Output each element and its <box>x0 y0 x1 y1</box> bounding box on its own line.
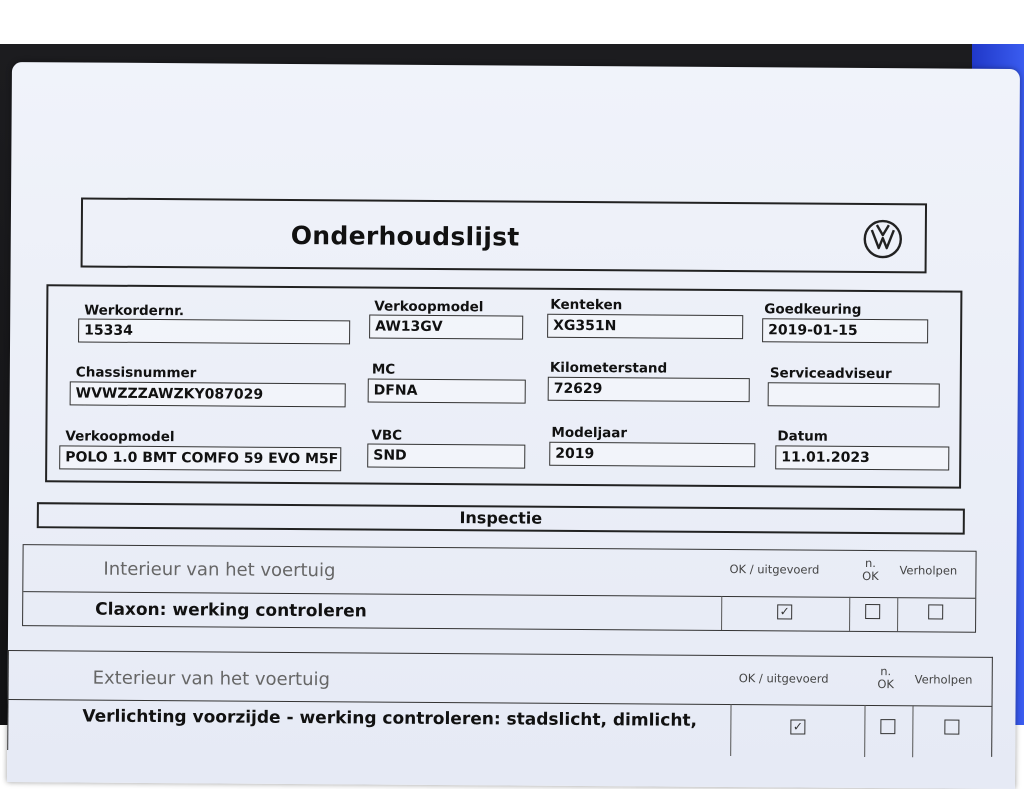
ok-checkbox[interactable]: ✓ <box>777 604 792 619</box>
mc-label: MC <box>371 361 396 378</box>
column-divider <box>730 704 731 756</box>
column-ok-header: OK / uitgevoerd <box>729 562 820 577</box>
kilometerstand-field: 72629 <box>548 377 750 402</box>
title-box <box>81 197 927 273</box>
inspectie-header: Inspectie <box>37 502 965 534</box>
werkordernr-label: Werkordernr. <box>84 302 185 320</box>
document-page <box>7 62 1020 789</box>
goedkeuring-label: Goedkeuring <box>764 301 862 318</box>
vbc-label: VBC <box>371 427 403 444</box>
column-divider <box>864 705 865 757</box>
verkoopmodel-naam-label: Verkoopmodel <box>65 428 175 446</box>
photo-background <box>0 44 1024 734</box>
column-divider <box>912 705 913 757</box>
column-divider <box>849 597 850 631</box>
verholpen-checkbox[interactable] <box>944 720 959 735</box>
row-divider <box>9 699 992 707</box>
column-nok-header: n. OK <box>877 664 895 692</box>
nok-checkbox[interactable] <box>880 719 895 734</box>
kenteken-field: XG351N <box>547 314 743 339</box>
vbc-field: SND <box>367 443 525 468</box>
section-title: Exterieur van het voertuig <box>92 667 331 691</box>
verkoopmodel-naam-field: POLO 1.0 BMT COMFO 59 EVO M5F <box>59 445 341 471</box>
verkoopmodel-code-field: AW13GV <box>369 315 523 340</box>
vehicle-info-box <box>45 284 962 488</box>
serviceadviseur-label: Serviceadviseur <box>769 365 892 383</box>
column-nok-header: n. OK <box>862 555 879 584</box>
serviceadviseur-field <box>768 382 940 407</box>
inspection-section-exterieur <box>7 650 993 757</box>
column-ok-header: OK / uitgevoerd <box>738 671 829 686</box>
kenteken-label: Kenteken <box>550 296 623 314</box>
column-divider <box>897 597 898 631</box>
nok-checkbox[interactable] <box>865 604 880 619</box>
werkordernr-field: 15334 <box>78 318 350 344</box>
ok-checkbox[interactable]: ✓ <box>790 719 805 734</box>
modeljaar-label: Modeljaar <box>551 424 628 442</box>
column-divider <box>721 596 722 630</box>
page-title: Onderhoudslijst <box>290 220 520 252</box>
vw-logo-icon <box>863 219 903 259</box>
section-title: Interieur van het voertuig <box>103 558 336 582</box>
check-row-label: Verlichting voorzijde - werking controleren: stadslicht, dimlicht, <box>82 706 698 731</box>
verholpen-checkbox[interactable] <box>928 604 943 619</box>
goedkeuring-field: 2019-01-15 <box>762 318 928 343</box>
datum-label: Datum <box>777 428 828 445</box>
row-divider <box>23 591 975 599</box>
inspection-section-interieur <box>22 544 977 633</box>
verkoopmodel-code-label: Verkoopmodel <box>374 298 484 316</box>
mc-field: DFNA <box>368 378 526 403</box>
chassisnummer-field: WVWZZZAWZKY087029 <box>70 381 346 407</box>
chassisnummer-label: Chassisnummer <box>75 364 197 382</box>
kilometerstand-label: Kilometerstand <box>549 359 668 377</box>
modeljaar-field: 2019 <box>549 442 755 467</box>
column-verholpen-header: Verholpen <box>899 563 958 578</box>
datum-field: 11.01.2023 <box>775 445 949 470</box>
column-verholpen-header: Verholpen <box>914 672 973 687</box>
check-row-label: Claxon: werking controleren <box>95 599 367 622</box>
